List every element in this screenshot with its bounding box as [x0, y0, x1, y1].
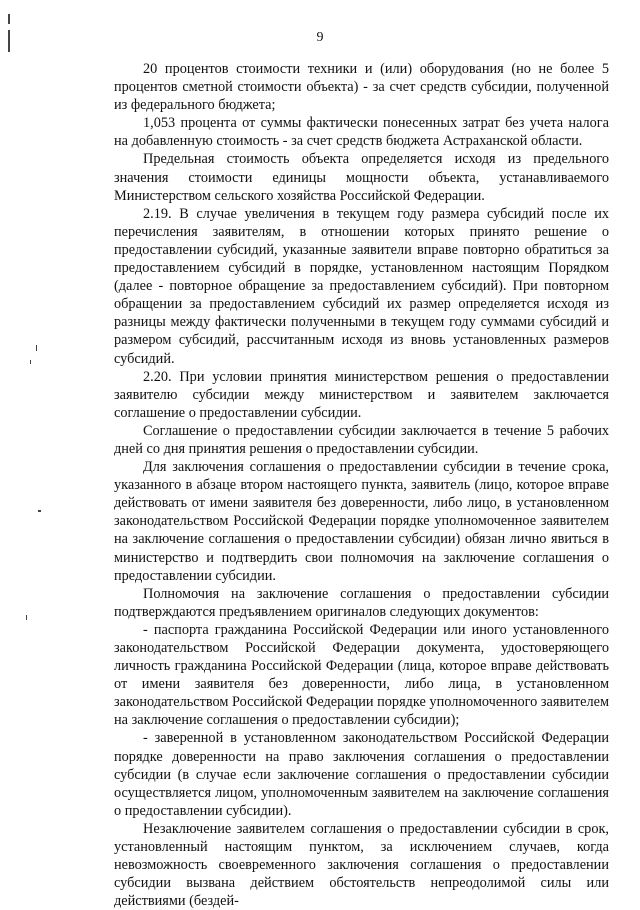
list-item: - паспорта гражданина Российской Федерации или иного установленного законодательством Российской Федерации документа, удостоверяющего личность гражданина Российской Федерации (лица, которое вправе действовать от имени заявителя без доверенности, либо лица, в установленном законодательством Российской Федерации порядке уполномоченного заявителем на заключение соглашения о предоставлении субсидии); [114, 621, 609, 729]
paragraph: 2.19. В случае увеличения в текущем году размера субсидий после их перечисления заявителям, в отношении которых принято решение о предоставлении субсидий, указанные заявители вправе повторно обратиться за предоставлением субсидий в порядке, установленном настоящим Порядком (далее - повторное обращение за предоставлением субсидий). При повторном обращении за предоставлением субсидий их размер определяется исходя из разницы между фактически полученными в текущем году суммами субсидий и размером субсидий, рассчитанным исходя из вновь установленных размеров субсидий. [114, 205, 609, 367]
scan-mark [38, 510, 41, 512]
scan-mark [26, 615, 27, 620]
paragraph: Для заключения соглашения о предоставлении субсидии в течение срока, указанного в абзаце втором настоящего пункта, заявитель (лицо, которое вправе действовать от имени заявителя без доверенности, либо лицо, в установленном законодательством Российской Федерации порядке уполномоченное заявителем на заключение соглашения о предоставлении субсидии) обязан лично явиться в министерство и подтвердить свои полномочия на заключение соглашения о предоставлении субсидии. [114, 459, 609, 584]
paragraph: Предельная стоимость объекта определяется исходя из предельного значения стоимости единицы мощности объекта, устанавливаемого Министерством сельского хозяйства Российской Федерации. [114, 151, 609, 204]
paragraph: 2.20. При условии принятия министерством решения о предоставлении заявителю субсидии между министерством и заявителем заключается соглашение о предоставлении субсидии. [114, 368, 609, 421]
paragraph: Незаключение заявителем соглашения о предоставлении субсидии в срок, установленный настоящим пунктом, за исключением случаев, когда невозможность своевременного заключения соглашения о предоставлении субсидии вызвана действием обстоятельств непреодолимой силы или действиями (бездей- [114, 820, 609, 910]
document-body [114, 60, 609, 910]
paragraph: 20 процентов стоимости техники и (или) оборудования (но не более 5 процентов сметной стоимости объекта) - за счет средств субсидии, полученной из федерального бюджета; [114, 61, 609, 114]
scan-mark [30, 360, 31, 364]
list-item: - заверенной в установленном законодательством Российской Федерации порядке доверенности на право заключения соглашения о предоставлении субсидии (в случае если заключение соглашения о предоставлении субсидии осуществляется лицом, уполномоченным заявителем на заключение соглашения о предоставлении субсидии). [114, 730, 609, 819]
paragraph: Полномочия на заключение соглашения о предоставлении субсидии подтверждаются предъявлением оригиналов следующих документов: [114, 585, 609, 620]
paragraph: 1,053 процента от суммы фактически понесенных затрат без учета налога на добавленную стоимость - за счет средств бюджета Астраханской области. [114, 115, 609, 150]
page-number: 9 [316, 30, 324, 45]
scan-mark [8, 30, 10, 52]
scan-mark [8, 14, 10, 24]
scan-mark [36, 345, 37, 351]
paragraph: Соглашение о предоставлении субсидии заключается в течение 5 рабочих дней со дня принятия решения о предоставлении субсидии. [114, 422, 609, 457]
